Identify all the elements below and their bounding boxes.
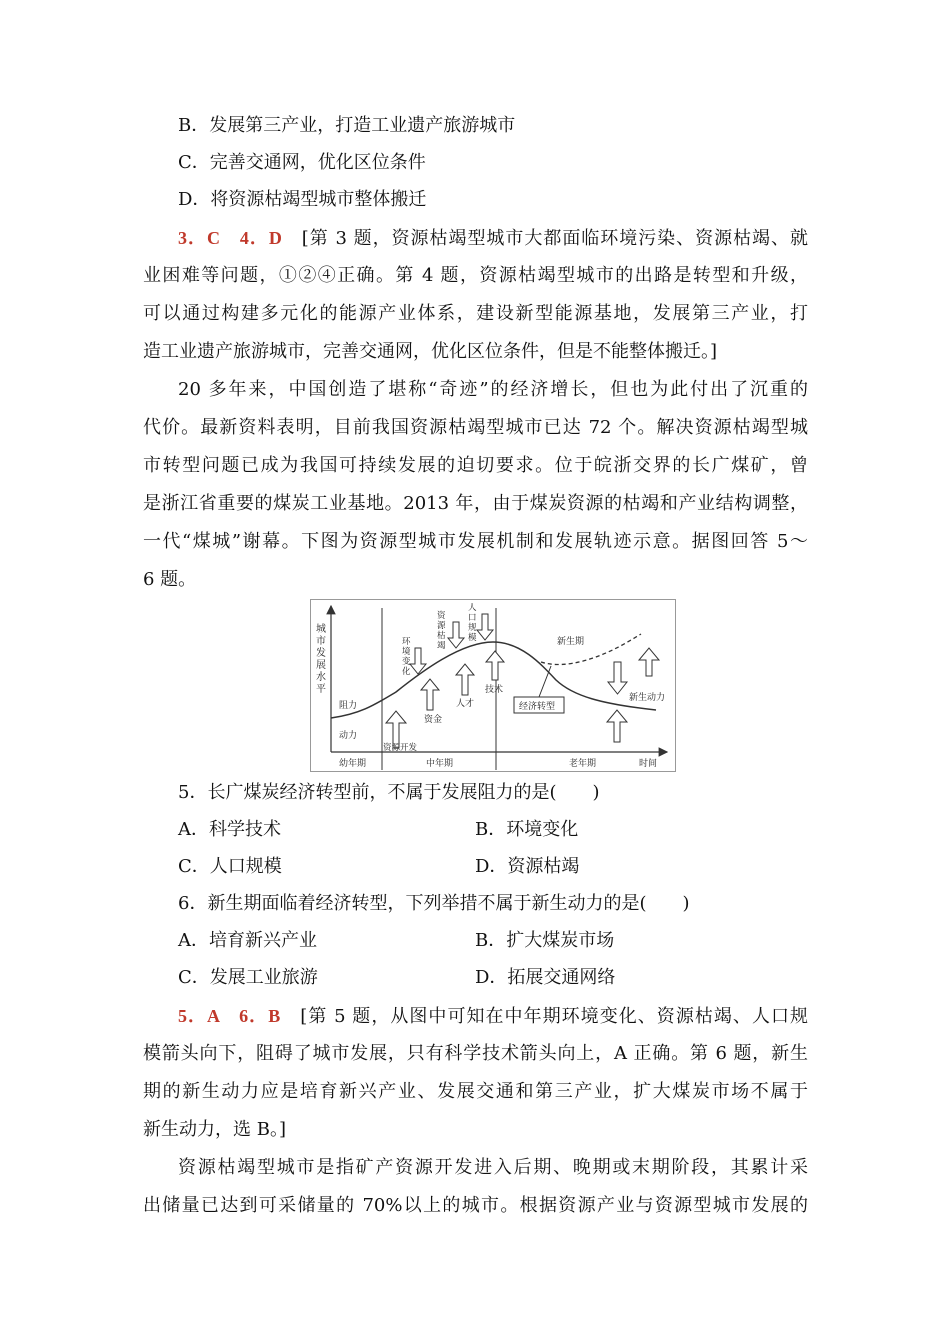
answer-56-prefix: 5．A 6．B <box>178 1006 301 1026</box>
new-period-curve <box>541 634 641 665</box>
svg-text:化: 化 <box>402 667 411 677</box>
new-period-down-arrow <box>608 662 627 694</box>
label-population <box>468 602 477 643</box>
svg-text:水: 水 <box>316 672 326 683</box>
q4-option-c: C．完善交通网，优化区位条件 <box>178 152 426 173</box>
figure-svg <box>311 600 675 771</box>
svg-text:市: 市 <box>316 636 326 647</box>
answer-56-line-3: 期的新生动力应是培育新兴产业、发展交通和第三产业，扩大煤炭市场不属于 <box>143 1081 808 1102</box>
population-arrow <box>477 614 493 640</box>
q5-stem: 5．长广煤炭经济转型前，不属于发展阻力的是( ) <box>178 782 600 803</box>
svg-text:环: 环 <box>402 637 411 647</box>
label-econ-transform: 经济转型 <box>519 702 556 712</box>
passage-line-4: 是浙江省重要的煤炭工业基地。2013 年，由于煤炭资源的枯竭和产业结构调整， <box>143 493 808 514</box>
svg-text:规: 规 <box>468 623 477 633</box>
svg-text:模: 模 <box>468 633 477 643</box>
svg-text:源: 源 <box>437 621 446 631</box>
svg-text:资: 资 <box>437 611 446 621</box>
q5-option-a: A．科学技术 <box>178 819 281 840</box>
q6-option-d: D．拓展交通网络 <box>475 967 616 988</box>
svg-text:境: 境 <box>402 647 411 657</box>
passage-line-1: 20 多年来，中国创造了堪称“奇迹”的经济增长，但也为此付出了沉重的 <box>178 379 808 400</box>
technology-arrow <box>486 651 504 680</box>
svg-text:口: 口 <box>468 613 477 623</box>
y-axis-label <box>316 622 326 695</box>
q6-option-c: C．发展工业旅游 <box>178 967 318 988</box>
svg-text:展: 展 <box>316 660 326 671</box>
passage2-line-1: 资源枯竭型城市是指矿产资源开发进入后期、晚期或末期阶段，其累计采 <box>178 1157 808 1178</box>
passage-line-5: 一代“煤城”谢幕。下图为资源型城市发展机制和发展轨迹示意。据图回答 5～ <box>143 531 808 552</box>
svg-text:城: 城 <box>316 624 326 635</box>
q5-option-d: D．资源枯竭 <box>475 856 580 877</box>
label-new-power: 新生动力 <box>629 693 666 703</box>
stage-young: 幼年期 <box>339 759 367 769</box>
capital-arrow <box>421 679 439 710</box>
passage2-line-2: 出储量已达到可采储量的 70%以上的城市。根据资源产业与资源型城市发展的 <box>143 1195 808 1216</box>
talent-arrow <box>456 664 474 695</box>
new-power-arrow-top <box>639 648 659 676</box>
answer-34-line-4: 造工业遗产旅游城市，完善交通网，优化区位条件，但是不能整体搬迁。] <box>143 341 718 362</box>
stage-middle: 中年期 <box>426 759 454 769</box>
label-resistance: 阻力 <box>339 701 358 711</box>
answer-34-line-1 <box>178 226 808 251</box>
q4-option-d: D．将资源枯竭型城市整体搬迁 <box>178 189 427 210</box>
x-axis-label: 时间 <box>639 759 658 769</box>
stage-old: 老年期 <box>569 759 597 769</box>
econ-transform-pointer <box>539 666 551 697</box>
q6-stem: 6．新生期面临着经济转型，下列举措不属于新生动力的是( ) <box>178 893 690 914</box>
passage-line-3: 市转型问题已成为我国可持续发展的迫切要求。位于皖浙交界的长广煤矿，曾 <box>143 455 808 476</box>
resource-depletion-arrow <box>448 622 464 648</box>
label-capital: 资金 <box>424 715 443 725</box>
q5-option-c: C．人口规模 <box>178 856 282 877</box>
answer-56-line-2: 模箭头向下，阻碍了城市发展，只有科学技术箭头向上，A 正确。第 6 题，新生 <box>143 1043 808 1064</box>
q5-option-b: B．环境变化 <box>475 819 579 840</box>
svg-text:平: 平 <box>316 684 326 695</box>
new-power-arrow-bottom <box>607 710 627 742</box>
q6-option-b: B．扩大煤炭市场 <box>475 930 615 951</box>
answer-56-text-1: [第 5 题，从图中可知在中年期环境变化、资源枯竭、人口规 <box>300 1006 809 1027</box>
label-talent: 人才 <box>456 699 475 709</box>
svg-text:竭: 竭 <box>437 641 446 651</box>
development-mechanism-figure <box>310 599 676 772</box>
svg-text:枯: 枯 <box>437 631 446 641</box>
env-change-arrow <box>410 648 426 674</box>
label-new-period: 新生期 <box>557 637 585 647</box>
svg-text:人: 人 <box>468 603 477 613</box>
label-resource-dev: 资源开发 <box>383 743 418 753</box>
label-resource-depletion <box>437 610 446 651</box>
svg-text:发: 发 <box>316 648 326 659</box>
label-env-change <box>402 637 411 677</box>
answer-34-text-1: [第 3 题，资源枯竭型城市大都面临环境污染、资源枯竭、就 <box>301 228 809 249</box>
label-technology: 技术 <box>485 685 504 695</box>
svg-text:变: 变 <box>402 657 411 667</box>
answer-34-prefix: 3．C 4．D <box>178 228 302 248</box>
q6-option-a: A．培育新兴产业 <box>178 930 317 951</box>
label-power: 动力 <box>339 731 358 741</box>
answer-56-line-1 <box>178 1004 808 1029</box>
answer-56-line-4: 新生动力，选 B。] <box>143 1119 286 1140</box>
answer-34-line-2: 业困难等问题，①②④正确。第 4 题，资源枯竭型城市的出路是转型和升级， <box>143 265 808 286</box>
q4-option-b: B．发展第三产业，打造工业遗产旅游城市 <box>178 115 516 136</box>
passage-line-6: 6 题。 <box>143 569 197 590</box>
answer-34-line-3: 可以通过构建多元化的能源产业体系，建设新型能源基地，发展第三产业，打 <box>143 303 808 324</box>
passage-line-2: 代价。最新资料表明，目前我国资源枯竭型城市已达 72 个。解决资源枯竭型城 <box>143 417 808 438</box>
